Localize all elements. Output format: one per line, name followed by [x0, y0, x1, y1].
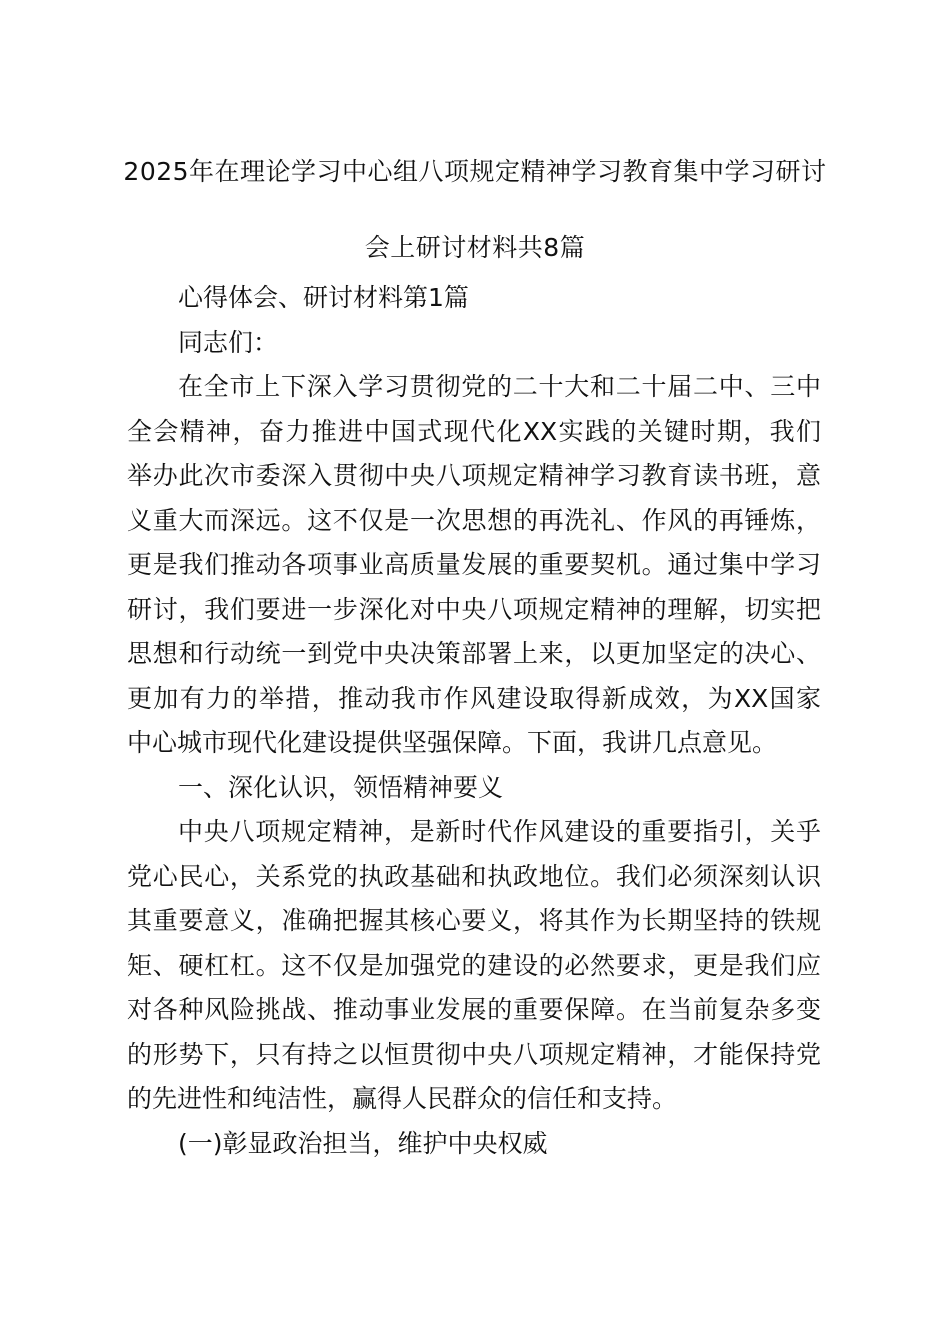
document-title-line2: 会上研讨材料共8篇 [364, 233, 586, 262]
paragraph-line: 中央八项规定精神，是新时代作风建设的重要指引，关乎 [178, 817, 821, 846]
paragraph-line: 中心城市现代化建设提供坚强保障。下面，我讲几点意见。 [127, 728, 778, 757]
section-heading-2: (一)彰显政治担当，维护中央权威 [178, 1129, 548, 1158]
paragraph-line: 思想和行动统一到党中央决策部署上来，以更加坚定的决心、 [127, 639, 821, 668]
paragraph-line: 的形势下，只有持之以恒贯彻中央八项规定精神，才能保持党 [127, 1040, 821, 1069]
paragraph-line: 党心民心，关系党的执政基础和执政地位。我们必须深刻认识 [127, 862, 821, 891]
document-title-line1: 2025年在理论学习中心组八项规定精神学习教育集中学习研讨 [123, 157, 827, 186]
paragraph-line: 对各种风险挑战、推动事业发展的重要保障。在当前复杂多变 [127, 995, 821, 1024]
paragraph-line: 义重大而深远。这不仅是一次思想的再洗礼、作风的再锤炼， [127, 506, 821, 535]
paragraph-line: 其重要意义，准确把握其核心要义，将其作为长期坚持的铁规 [127, 906, 821, 935]
paragraph-line: 更是我们推动各项事业高质量发展的重要契机。通过集中学习 [127, 550, 821, 579]
paragraph-line: 在全市上下深入学习贯彻党的二十大和二十届二中、三中 [178, 372, 821, 401]
paragraph-line: 研讨，我们要进一步深化对中央八项规定精神的理解，切实把 [127, 595, 821, 624]
subtitle: 心得体会、研讨材料第1篇 [178, 283, 469, 312]
salutation: 同志们： [178, 328, 279, 357]
paragraph-line: 举办此次市委深入贯彻中央八项规定精神学习教育读书班，意 [127, 461, 821, 490]
paragraph-line: 的先进性和纯洁性，赢得人民群众的信任和支持。 [127, 1084, 678, 1113]
paragraph-line: 矩、硬杠杠。这不仅是加强党的建设的必然要求，更是我们应 [127, 951, 821, 980]
paragraph-line: 更加有力的举措，推动我市作风建设取得新成效，为XX国家 [127, 684, 821, 713]
section-heading-1: 一、深化认识，领悟精神要义 [178, 773, 504, 802]
paragraph-line: 全会精神，奋力推进中国式现代化XX实践的关键时期，我们 [127, 417, 821, 446]
